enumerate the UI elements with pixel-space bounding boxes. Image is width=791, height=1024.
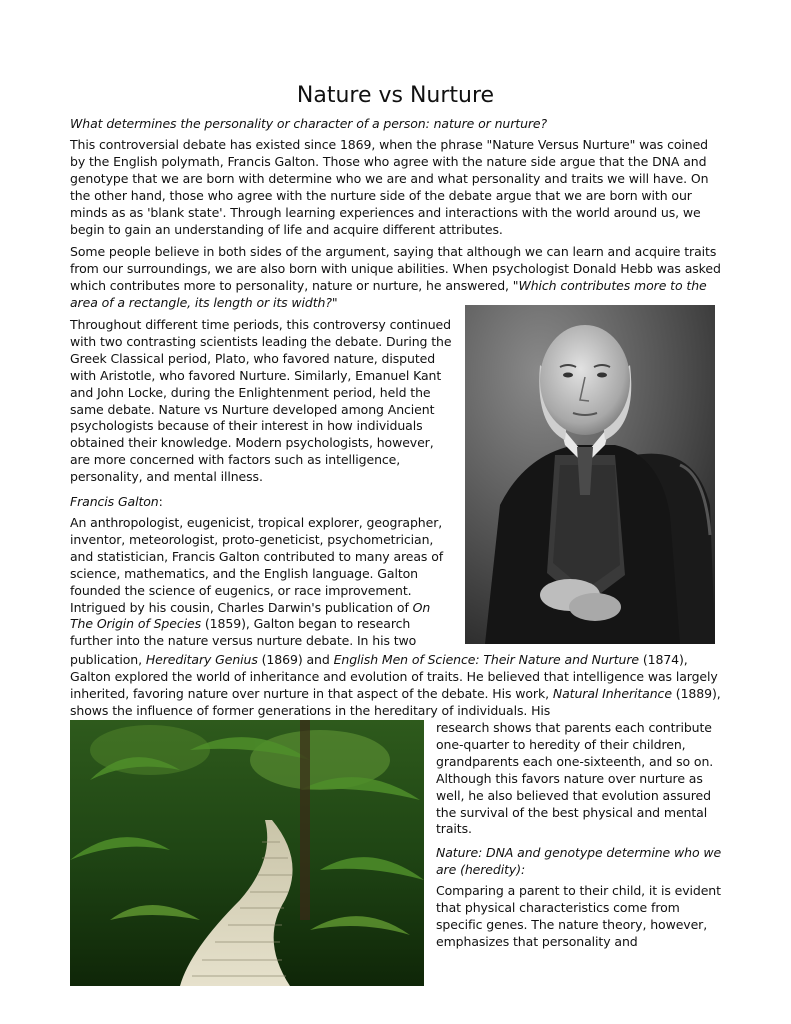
works-text-e: (1874), Galton explored the world of inheritance and evolution of traits. He believed that intelligence was largely inherited, favoring nature over nurture in that aspect of the debate. His work, xyxy=(70,652,718,701)
origin-of-species-title: On The Origin of Species xyxy=(70,599,431,632)
galton-portrait-photo xyxy=(465,305,715,644)
intro-paragraph: This controversial debate has existed since 1869, when the phrase "Nature Versus Nurture" was coined by the English polymath, Francis Galton. Those who agree with the nature side argue that the DNA and genotype that we are born with determine who we are and what personality and traits we will have. On the other hand, those who agree with the nurture side of the debate argue that we are born with our minds as as 'blank state'. Through learning experiences and interactions with the world around us, we begin to gain an understanding of life and acquire different attributes. xyxy=(70,137,709,237)
galton-subheading-text: Francis Galton xyxy=(70,494,159,509)
galton-paragraph xyxy=(70,515,452,650)
forest-boardwalk-illustration xyxy=(70,720,424,986)
hebb-text: Some people believe in both sides of the argument, saying that although we can learn and acquire traits from our surroundings, we are also born with unique abilities. When psychologist Donald Hebb was asked which contributes more to personality, nature or nurture, he answered, xyxy=(70,244,721,293)
hebb-quote: "Which contributes more to the area of a rectangle, its length or its width? xyxy=(70,277,707,310)
galton-text-a: An anthropologist, eugenicist, tropical explorer, geographer, inventor, meteorologist, proto-geneticist, psychometrician, and statistician, Francis Galton contributed to many areas of science, mathematics, and the English language. Galton founded the science of eugenics, or race improvement. Intrigued by his cousin, Charles Darwin's publication of xyxy=(70,515,444,615)
natural-inheritance-title: Natural Inheritance xyxy=(552,685,672,701)
hebb-quote-end: " xyxy=(331,294,338,310)
english-men-title: English Men of Science: Their Nature and Nurture xyxy=(333,652,639,667)
hebb-paragraph xyxy=(70,244,722,312)
galton-works-paragraph xyxy=(70,652,722,720)
works-text-c: (1869) and xyxy=(257,652,334,667)
galton-text-c: (1859), Galton began to research further into the nature versus nurture debate. In his two xyxy=(70,616,417,649)
nature-subheading: Nature: DNA and genotype determine who we are (heredity): xyxy=(436,845,722,877)
hereditary-genius-title: Hereditary Genius xyxy=(145,652,258,667)
galton-portrait-illustration xyxy=(465,305,715,644)
works-text-g: (1889), shows the influence of former generations in the hereditary of individuals. His xyxy=(70,685,721,718)
nature-paragraph: Comparing a parent to their child, it is evident that physical characteristics come from specific genes. The nature theory, however, emphasizes that personality and xyxy=(436,883,721,949)
research-paragraph: research shows that parents each contribute one-quarter to heredity of their children, grandparents each one-sixteenth, and so on. Although this favors nature over nurture as well, he also believed that evolution assured the survival of the best physical and mental traits. xyxy=(436,720,714,837)
forest-boardwalk-photo xyxy=(70,720,424,986)
history-paragraph: Throughout different time periods, this controversy continued with two contrasting scientists leading the debate. During the Greek Classical period, Plato, who favored nature, disputed with Aristotle, who favored Nurture. Similarly, Emanuel Kant and John Locke, during the Enlightenment period, held the same debate. Nature vs Nurture developed among Ancient psychologists because of their interest in how individuals obtained their knowledge. Modern psychologists, however, are more concerned with factors such as intelligence, personality, and mental illness. xyxy=(70,317,452,485)
galton-subheading xyxy=(70,493,452,510)
galton-subheading-colon: : xyxy=(158,494,163,509)
works-text-a: publication, xyxy=(70,652,146,667)
question-subheading: What determines the personality or character of a person: nature or nurture? xyxy=(70,116,548,131)
page-title: Nature vs Nurture xyxy=(296,83,495,108)
